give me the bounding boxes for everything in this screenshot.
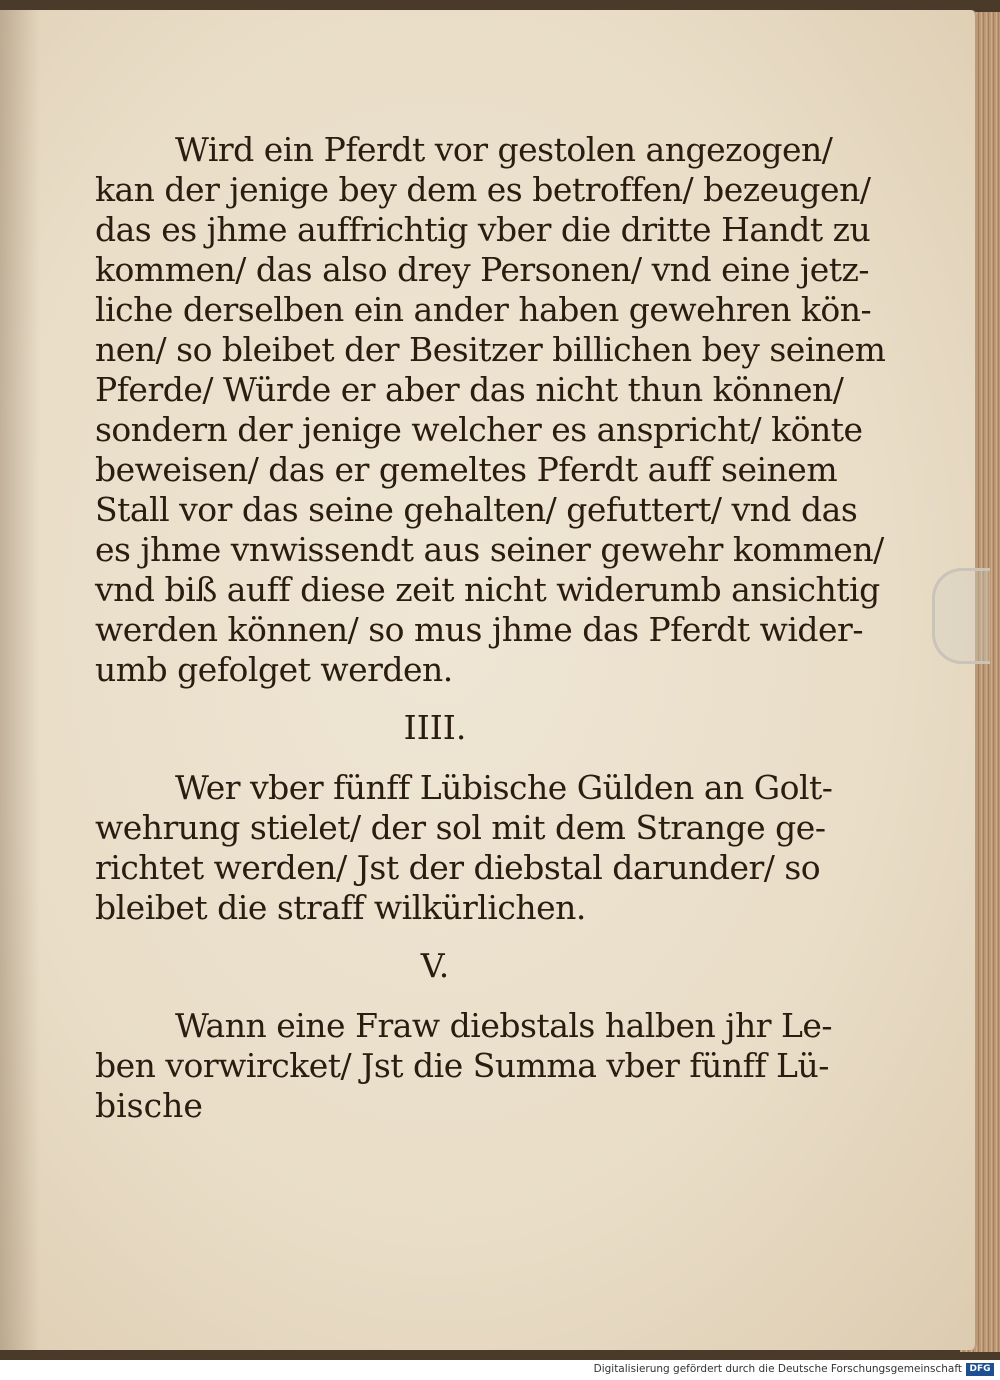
text-line: Wann eine Fraw diebstals halben jhr Le- [175, 1006, 833, 1045]
paragraph-3 [95, 1006, 833, 1126]
section-heading-v: V. [420, 946, 450, 985]
text-line: nen/ so bleibet der Besitzer billichen bey seinem [95, 330, 886, 369]
page-text [95, 130, 886, 1126]
text-line: kan der jenige bey dem es betroffen/ bezeugen/ [95, 170, 871, 209]
page-clip [932, 568, 990, 664]
text-line: das es jhme auffrichtig vber die dritte Handt zu [95, 210, 871, 249]
text-line: Pferde/ Würde er aber das nicht thun können/ [95, 370, 844, 409]
paragraph-1 [95, 130, 886, 690]
catchword: bische [95, 1086, 203, 1125]
text-line: es jhme vnwissendt aus seiner gewehr kommen/ [95, 530, 884, 569]
text-line: kommen/ das also drey Personen/ vnd eine jetz- [95, 250, 870, 289]
text-line: Wird ein Pferdt vor gestolen angezogen/ [175, 130, 833, 169]
text-line: werden können/ so mus jhme das Pferdt wider- [95, 610, 863, 649]
text-line: ben vorwircket/ Jst die Summa vber fünff Lü- [95, 1046, 829, 1085]
text-line: Stall vor das seine gehalten/ gefuttert/ vnd das [95, 490, 858, 529]
text-line: Wer vber fünff Lübische Gülden an Golt- [175, 768, 833, 807]
paragraph-2 [95, 768, 833, 928]
text-line: sondern der jenige welcher es anspricht/ könte [95, 410, 863, 449]
text-line: umb gefolget werden. [95, 650, 453, 689]
funding-notice: Digitalisierung gefördert durch die Deutsche Forschungsgemeinschaft [593, 1363, 962, 1375]
dfg-logo-icon: DFG [966, 1363, 994, 1376]
text-line: wehrung stielet/ der sol mit dem Strange ge- [95, 808, 826, 847]
text-line: vnd biß auff diese zeit nicht widerumb ansichtig [95, 570, 880, 609]
text-line: beweisen/ das er gemeltes Pferdt auff seinem [95, 450, 838, 489]
text-line: richtet werden/ Jst der diebstal darunder/ so [95, 848, 821, 887]
text-line: liche derselben ein ander haben gewehren kön- [95, 290, 872, 329]
spine-shadow [0, 10, 40, 1350]
text-line: bleibet die straff wilkürlichen. [95, 888, 586, 927]
footer-bar [0, 1360, 1000, 1380]
section-heading-iiii: IIII. [403, 708, 467, 747]
